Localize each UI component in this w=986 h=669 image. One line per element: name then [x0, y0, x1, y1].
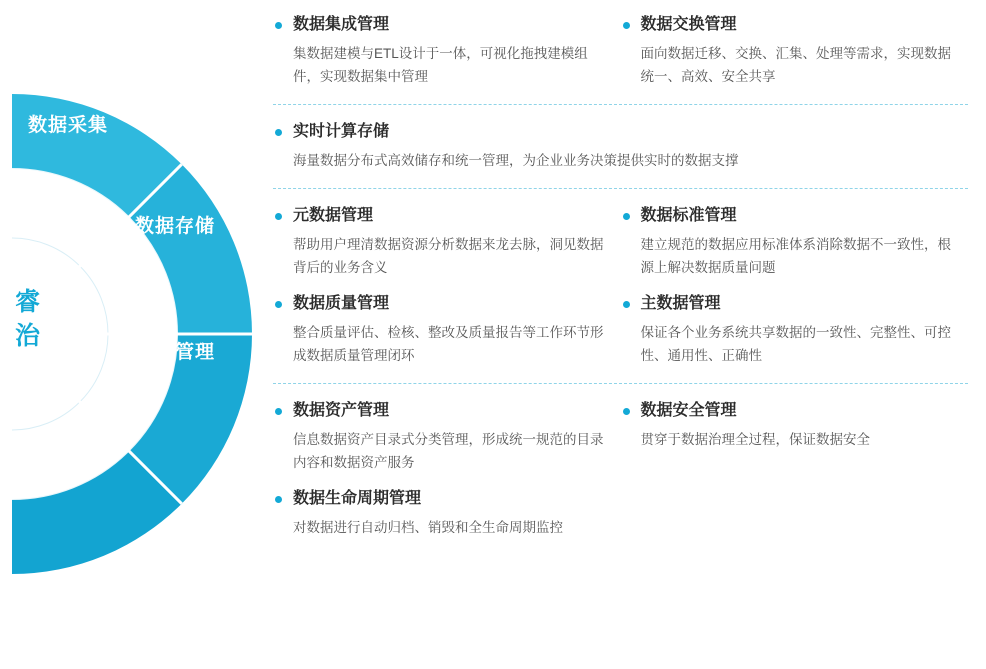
sector-label-shujucaiji: 数据采集 [27, 115, 109, 136]
item-description: 保证各个业务系统共享数据的一致性、完整性、可控性、通用性、正确性 [640, 325, 951, 363]
item-description: 整合质量评估、检核、整改及质量报告等工作环节形成数据质量管理闭环 [293, 325, 604, 363]
capability-column [273, 400, 621, 539]
bullet-icon [275, 129, 282, 136]
item-title: 数据安全管理 [640, 402, 737, 419]
list-item [621, 14, 953, 88]
item-title: 数据生命周期管理 [293, 490, 422, 507]
bullet-icon [275, 22, 282, 29]
capability-column [621, 205, 969, 367]
section-divider [273, 383, 968, 384]
capability-list [265, 0, 986, 669]
capability-row [273, 14, 968, 88]
item-title: 实时计算存储 [293, 123, 390, 140]
capability-column [621, 400, 969, 451]
item-title: 数据质量管理 [293, 295, 390, 312]
capability-row [273, 121, 968, 172]
list-item [273, 121, 952, 172]
item-title: 主数据管理 [640, 295, 721, 312]
list-item [273, 400, 605, 474]
list-item [621, 400, 953, 451]
capability-group-4 [273, 400, 968, 539]
section-divider [273, 188, 968, 189]
bullet-icon [275, 496, 282, 503]
list-item [273, 488, 605, 539]
core-label-line1: 睿 [14, 288, 42, 316]
capability-group-2 [273, 121, 968, 172]
bullet-icon [275, 301, 282, 308]
item-title: 数据交换管理 [640, 16, 737, 33]
list-item [621, 205, 953, 279]
bullet-icon [623, 301, 630, 308]
capability-column [621, 14, 969, 88]
capability-column [273, 14, 621, 88]
capability-row [273, 205, 968, 367]
item-description: 建立规范的数据应用标准体系消除数据不一致性，根源上解决数据质量问题 [640, 237, 951, 275]
item-description: 面向数据迁移、交换、汇集、处理等需求，实现数据统一、高效、安全共享 [640, 46, 951, 84]
list-item [273, 293, 605, 367]
item-title: 数据标准管理 [640, 207, 737, 224]
item-description: 集数据建模与ETL设计于一体，可视化拖拽建模组件，实现数据集中管理 [293, 46, 588, 84]
section-divider [273, 104, 968, 105]
sector-label-shujucunchu: 数据存储 [134, 216, 216, 237]
bullet-icon [275, 213, 282, 220]
capability-group-3 [273, 205, 968, 367]
item-title: 元数据管理 [293, 207, 374, 224]
list-item [621, 293, 953, 367]
list-item [273, 205, 605, 279]
capability-column [273, 205, 621, 367]
sector-label-shujuguanli: 数据管理 [134, 342, 216, 363]
item-description: 帮助用户理清数据资源分析数据来龙去脉，洞见数据背后的业务含义 [293, 237, 604, 275]
item-description: 对数据进行自动归档、销毁和全生命周期监控 [293, 520, 563, 535]
capability-row [273, 400, 968, 539]
list-item [273, 14, 605, 88]
item-title: 数据集成管理 [293, 16, 390, 33]
capability-group-1 [273, 14, 968, 88]
bullet-icon [623, 22, 630, 29]
item-title: 数据资产管理 [293, 402, 390, 419]
bullet-icon [623, 213, 630, 220]
sector-label-shujufuwu: 数据服务 [23, 441, 105, 462]
bullet-icon [623, 408, 630, 415]
capability-wheel-diagram [0, 0, 270, 669]
item-description: 信息数据资产目录式分类管理，形成统一规范的目录内容和数据资产服务 [293, 432, 604, 470]
bullet-icon [275, 408, 282, 415]
item-description: 贯穿于数据治理全过程，保证数据安全 [640, 432, 870, 447]
item-description: 海量数据分布式高效储存和统一管理，为企业业务决策提供实时的数据支撑 [293, 153, 739, 168]
capability-column [273, 121, 968, 172]
core-label-line2: 治 [14, 322, 42, 350]
